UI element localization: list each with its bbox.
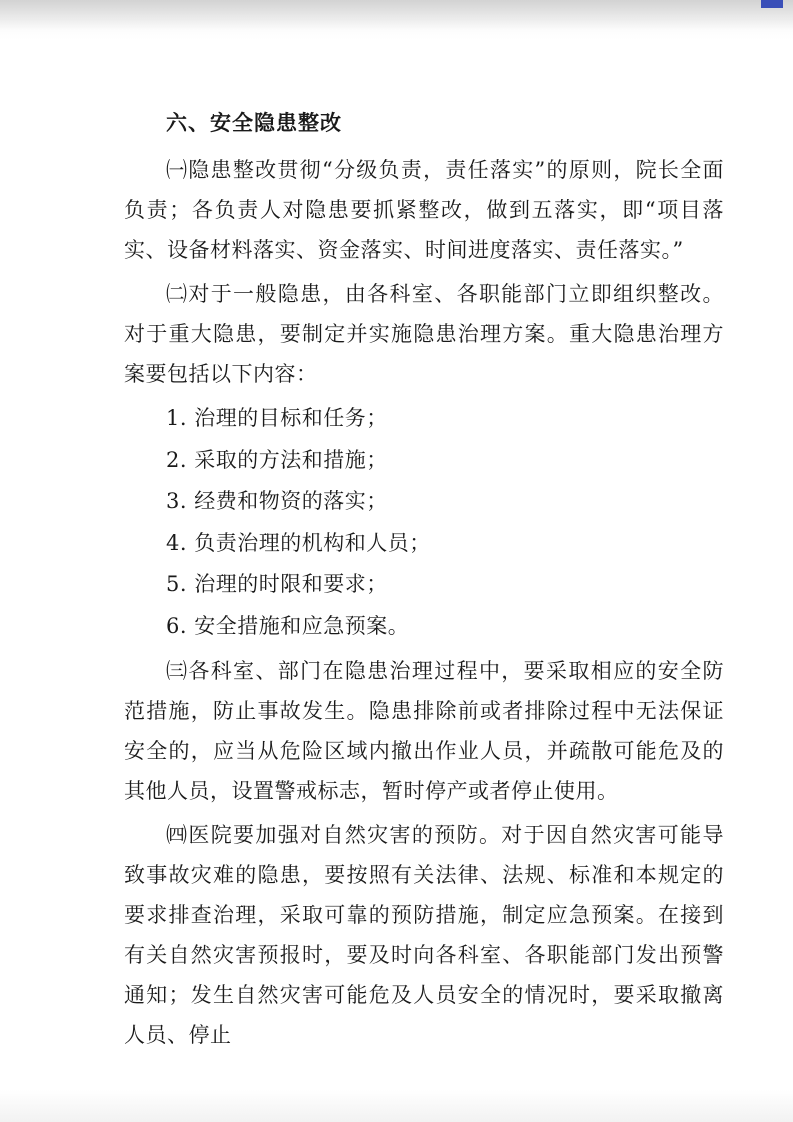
document-body bbox=[124, 108, 724, 1055]
list-item: 1. 治理的目标和任务； bbox=[166, 406, 388, 430]
list-item: 5. 治理的时限和要求； bbox=[166, 572, 388, 596]
requirements-list bbox=[124, 398, 724, 646]
paragraph-1: ㈠隐患整改贯彻“分级负责，责任落实”的原则，院长全面负责；各负责人对隐患要抓紧整改，做到五落实，即“项目落实、设备材料落实、资金落实、时间进度落实、责任落实。” bbox=[124, 158, 724, 262]
list-item: 3. 经费和物资的落实； bbox=[166, 489, 388, 513]
section-heading: 六、安全隐患整改 bbox=[166, 110, 342, 135]
paragraph-3: ㈢各科室、部门在隐患治理过程中，要采取相应的安全防范措施，防止事故发生。隐患排除前或者排除过程中无法保证安全的，应当从危险区域内撤出作业人员，并疏散可能危及的其他人员，设置警戒标志，暂时停产或者停止使用。 bbox=[124, 659, 724, 803]
scan-shadow bbox=[0, 0, 793, 30]
list-item: 6. 安全措施和应急预案。 bbox=[166, 613, 410, 638]
list-item: 2. 采取的方法和措施； bbox=[166, 447, 388, 472]
list-item: 4. 负责治理的机构和人员； bbox=[166, 530, 431, 555]
scan-edge-mark bbox=[761, 0, 783, 8]
paragraph-4: ㈣医院要加强对自然灾害的预防。对于因自然灾害可能导致事故灾难的隐患，要按照有关法律、法规、标准和本规定的要求排查治理，采取可靠的预防措施，制定应急预案。在接到有关自然灾害预报时，要及时向各科室、各职能部门发出预警通知；发生自然灾害可能危及人员安全的情况时，要采取撤离人员、停止 bbox=[124, 823, 724, 1047]
paragraph-2: ㈡对于一般隐患，由各科室、各职能部门立即组织整改。对于重大隐患，要制定并实施隐患治理方案。重大隐患治理方案要包括以下内容： bbox=[124, 282, 724, 386]
